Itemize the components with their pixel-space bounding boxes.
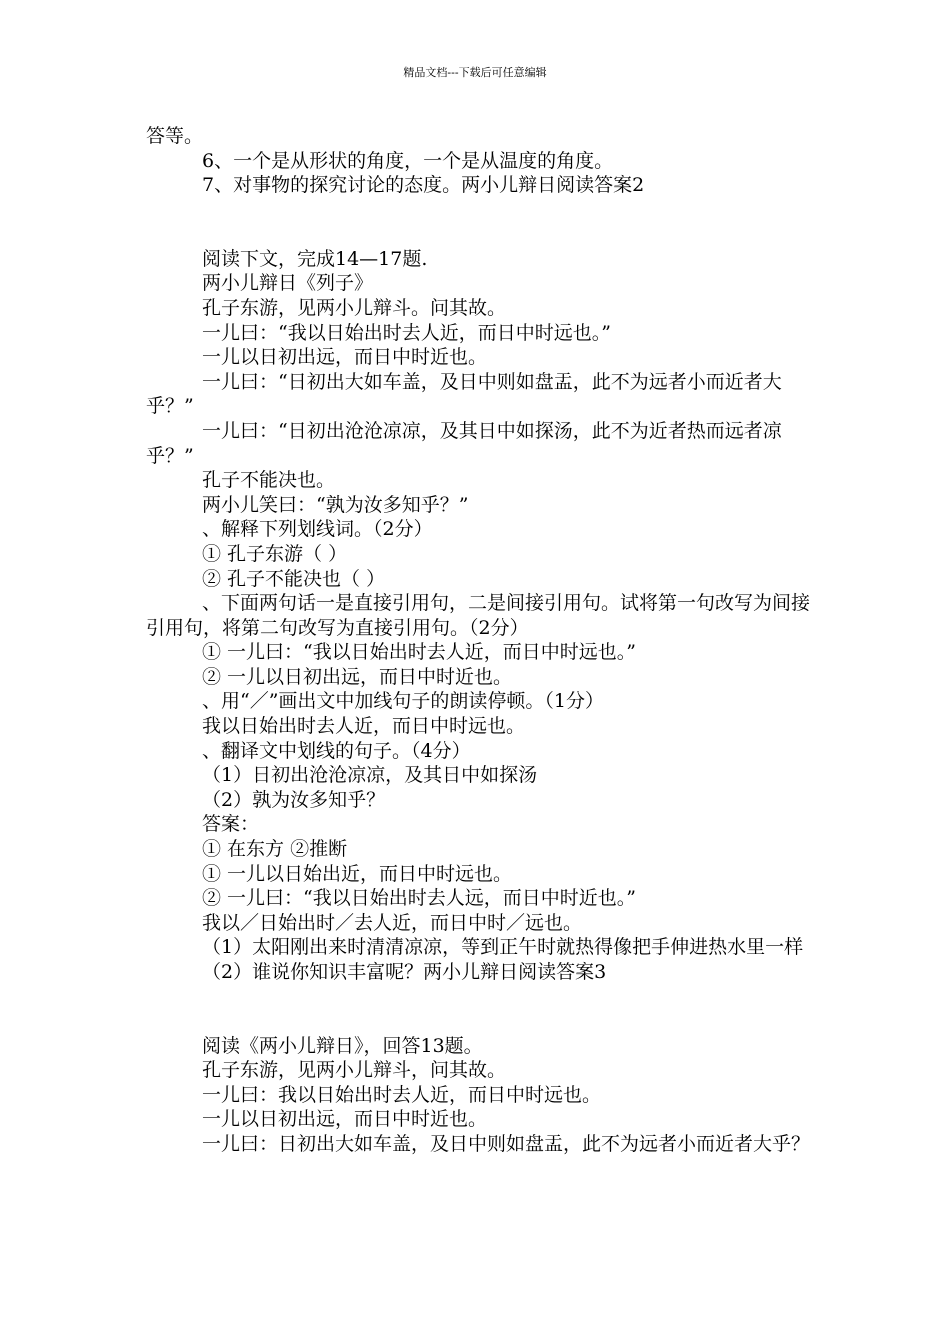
reading-intro: 阅读下文，完成14—17题. bbox=[202, 247, 428, 270]
passage-line: 一儿曰：“日初出沧沧凉凉，及其日中如探汤，此不为近者热而远者凉乎？” bbox=[146, 419, 782, 467]
passage-line: 孔子东游，见两小儿辩斗。问其故。 bbox=[202, 296, 507, 319]
question-item: ② 一儿以日初出远，而日中时近也。 bbox=[202, 665, 513, 688]
answer-item: （2）谁说你知识丰富呢？两小儿辩日阅读答案3 bbox=[202, 961, 607, 983]
answer-item: ① 在东方 ②推断 bbox=[202, 838, 348, 861]
passage-line: 一儿曰：“我以日始出时去人近，而日中时远也。” bbox=[202, 321, 611, 344]
answer-item: ① 一儿以日始出近，而日中时远也。 bbox=[202, 862, 513, 885]
question-item: 、翻译文中划线的句子。（4分） bbox=[202, 739, 471, 762]
question-item: （2）孰为汝多知乎？ bbox=[202, 788, 386, 811]
question-item: 我以日始出时去人近，而日中时远也。 bbox=[202, 715, 526, 738]
question-item: ① 一儿曰：“我以日始出时去人近，而日中时远也。” bbox=[202, 641, 636, 664]
answer-item-7: 7、对事物的探究讨论的态度。两小儿辩日阅读答案2 bbox=[202, 174, 645, 197]
passage-line: 一儿曰：我以日始出时去人近，而日中时远也。 bbox=[202, 1083, 602, 1106]
passage-line: 两小儿笑曰：“孰为汝多知乎？” bbox=[202, 493, 469, 516]
answer-item: 我以／日始出时／去人近，而日中时／远也。 bbox=[202, 911, 583, 934]
answer-item: （1）太阳刚出来时清清凉凉，等到正午时就热得像把手伸进热水里一样 bbox=[202, 936, 804, 959]
passage-line: 孔子不能决也。 bbox=[202, 469, 336, 492]
document-body bbox=[146, 124, 816, 1157]
section-gap bbox=[146, 198, 816, 247]
answer-heading: 答案： bbox=[202, 813, 260, 836]
section-gap bbox=[146, 985, 816, 1034]
passage-line: 一儿曰：“日初出大如车盖，及日中则如盘盂，此不为远者小而近者大乎？” bbox=[146, 370, 782, 418]
question-item: 、下面两句话一是直接引用句，二是间接引用句。试将第一句改写为间接引用句，将第二句改写为直接引用句。（2分） bbox=[146, 592, 811, 639]
answer-item-6: 6、一个是从形状的角度，一个是从温度的角度。 bbox=[202, 149, 614, 172]
question-item: ① 孔子东游（ ） bbox=[202, 542, 348, 565]
passage-line: 一儿以日初出远，而日中时近也。 bbox=[202, 346, 488, 369]
question-item: （1）日初出沧沧凉凉，及其日中如探汤 bbox=[202, 764, 538, 787]
paragraph: 答等。 bbox=[146, 125, 204, 147]
question-item: 、解释下列划线词。（2分） bbox=[202, 518, 433, 541]
passage-line: 一儿曰：日初出大如车盖，及日中则如盘盂，此不为远者小而近者大乎？ bbox=[202, 1132, 811, 1155]
passage-line: 一儿以日初出远，而日中时近也。 bbox=[202, 1108, 488, 1131]
passage-line: 孔子东游，见两小儿辩斗，问其故。 bbox=[202, 1059, 507, 1082]
passage-title: 两小儿辩日《列子》 bbox=[202, 272, 374, 295]
reading-intro: 阅读《两小儿辩日》，回答13题。 bbox=[202, 1034, 483, 1057]
answer-item: ② 一儿曰：“我以日始出时去人远，而日中时近也。” bbox=[202, 887, 636, 910]
question-item: ② 孔子不能决也（ ） bbox=[202, 567, 386, 590]
page-header: 精品文档---下载后可任意编辑 bbox=[403, 66, 547, 79]
question-item: 、用“／”画出文中加线句子的朗读停顿。（1分） bbox=[202, 690, 605, 713]
